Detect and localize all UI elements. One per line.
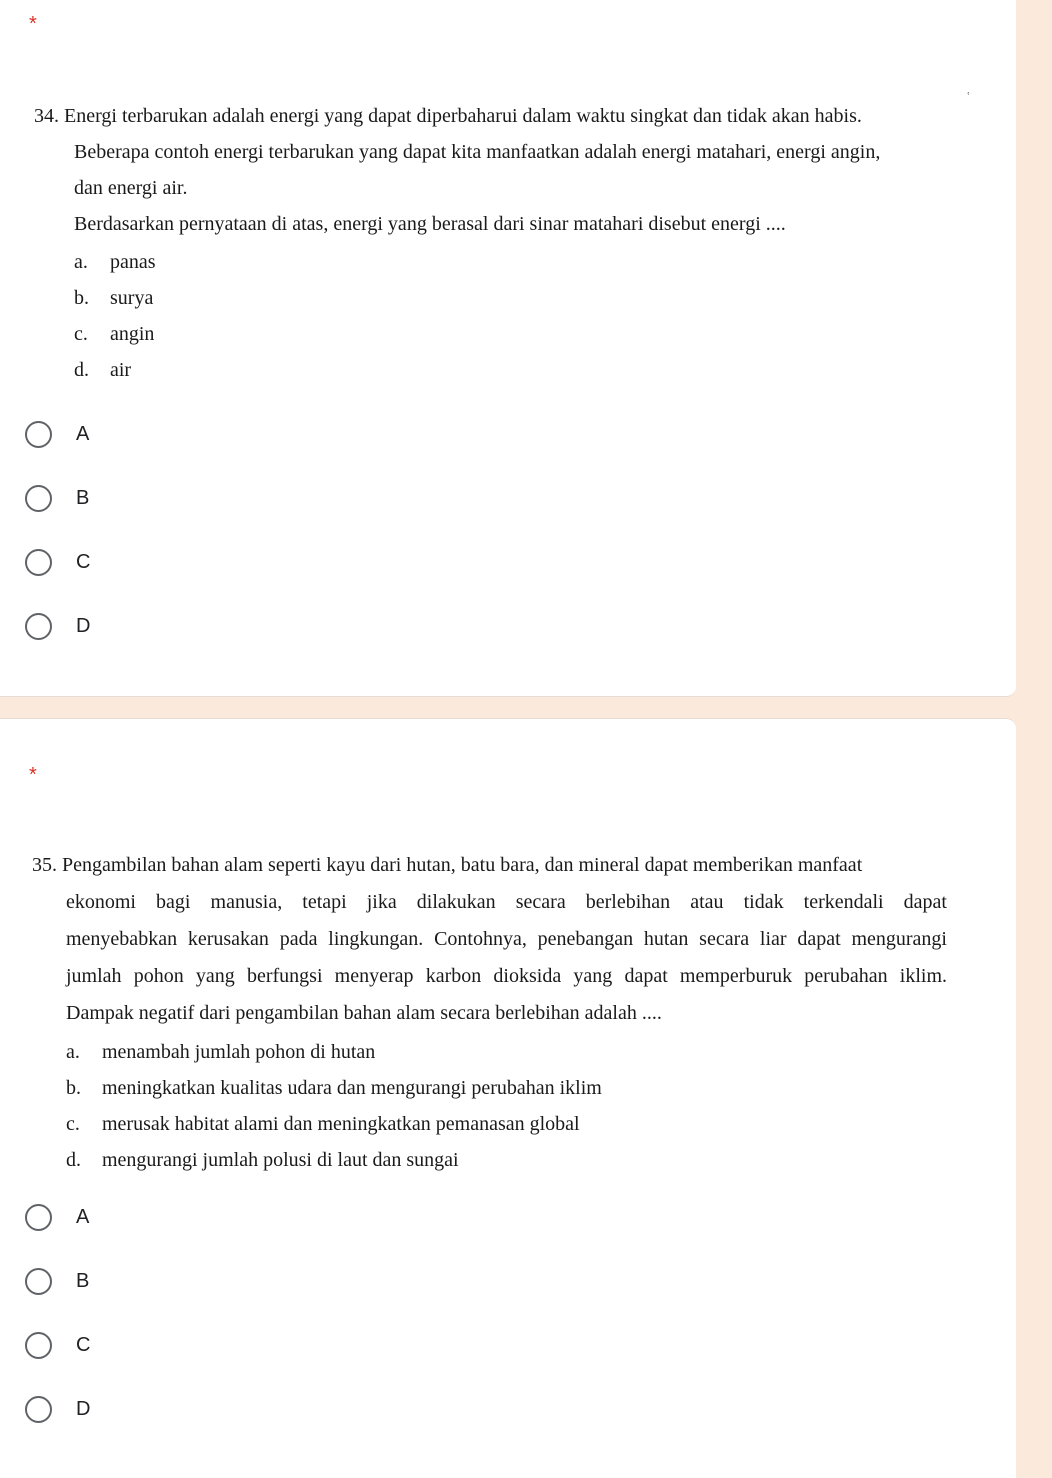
option-letter: c. [66,1113,80,1135]
radio-choice-b[interactable] [25,482,90,514]
question-text-34 [34,98,954,388]
radio-label[interactable]: C [76,550,91,573]
option-item-d [74,352,954,388]
question-line: 35. Pengambilan bahan alam seperti kayu dari hutan, batu bara, dan mineral dapat memberikan manfaat [32,854,863,876]
required-asterisk: * [29,764,37,786]
option-letter: a. [66,1041,80,1063]
question-line: Beberapa contoh energi terbarukan yang dapat kita manfaatkan adalah energi matahari, energi angin, [74,141,881,163]
radio-group-34 [25,418,90,674]
option-item-d [66,1142,952,1178]
radio-choice-d[interactable] [25,1393,90,1425]
question-line: 34. Energi terbarukan adalah energi yang dapat diperbaharui dalam waktu singkat dan tidak akan habis. [34,105,862,127]
card-gap [0,697,1016,718]
question-line: Berdasarkan pernyataan di atas, energi yang berasal dari sinar matahari disebut energi .... [74,213,786,235]
radio-label[interactable]: D [76,614,91,637]
radio-choice-a[interactable] [25,418,90,450]
option-text: surya [110,287,154,309]
option-text: menambah jumlah pohon di hutan [102,1041,376,1063]
radio-circle-icon[interactable] [25,1332,52,1359]
radio-label[interactable]: B [76,1269,90,1292]
option-letter: b. [74,287,89,309]
radio-circle-icon[interactable] [25,485,52,512]
question-card-34 [0,0,1016,697]
radio-label[interactable]: D [76,1397,91,1420]
page-background-strip [1016,0,1052,1451]
option-text: air [110,359,132,381]
radio-circle-icon[interactable] [25,1396,52,1423]
option-letter: c. [74,323,88,345]
radio-choice-c[interactable] [25,546,90,578]
option-text: meningkatkan kualitas udara dan mengurangi perubahan iklim [102,1077,602,1099]
option-item-b [74,280,954,316]
option-item-c [66,1106,952,1142]
option-letter: b. [66,1077,81,1099]
radio-circle-icon[interactable] [25,1204,52,1231]
question-line: jumlah pohon yang berfungsi menyerap karbon dioksida yang dapat memperburuk perubahan iklim. [66,965,947,987]
option-letter: d. [66,1149,81,1171]
radio-circle-icon[interactable] [25,613,52,640]
question-line: menyebabkan kerusakan pada lingkungan. Contohnya, penebangan hutan secara liar dapat mengurangi [66,928,947,950]
option-item-c [74,316,954,352]
option-text: mengurangi jumlah polusi di laut dan sungai [102,1149,459,1171]
question-card-35 [0,718,1016,1478]
radio-choice-b[interactable] [25,1265,90,1297]
required-asterisk: * [29,13,37,35]
option-text: panas [110,251,156,273]
option-text: angin [110,323,155,345]
stray-mark: ʿ [966,91,971,106]
radio-choice-c[interactable] [25,1329,90,1361]
radio-label[interactable]: A [76,422,90,445]
option-text: merusak habitat alami dan meningkatkan pemanasan global [102,1113,580,1135]
radio-label[interactable]: C [76,1333,91,1356]
option-item-a [66,1034,952,1070]
option-item-b [66,1070,952,1106]
radio-circle-icon[interactable] [25,1268,52,1295]
question-line: Dampak negatif dari pengambilan bahan alam secara berlebihan adalah .... [66,1002,662,1024]
radio-choice-d[interactable] [25,610,90,642]
radio-label[interactable]: A [76,1205,90,1228]
radio-circle-icon[interactable] [25,421,52,448]
option-item-a [74,244,954,280]
option-letter: d. [74,359,89,381]
question-line: ekonomi bagi manusia, tetapi jika dilakukan secara berlebihan atau tidak terkendali dapat [66,891,947,913]
radio-circle-icon[interactable] [25,549,52,576]
radio-group-35 [25,1201,90,1457]
question-line: dan energi air. [74,177,188,199]
answer-options-list [32,1034,952,1178]
answer-options-list [34,244,954,388]
radio-choice-a[interactable] [25,1201,90,1233]
radio-label[interactable]: B [76,486,90,509]
question-text-35 [32,847,952,1178]
option-letter: a. [74,251,88,273]
